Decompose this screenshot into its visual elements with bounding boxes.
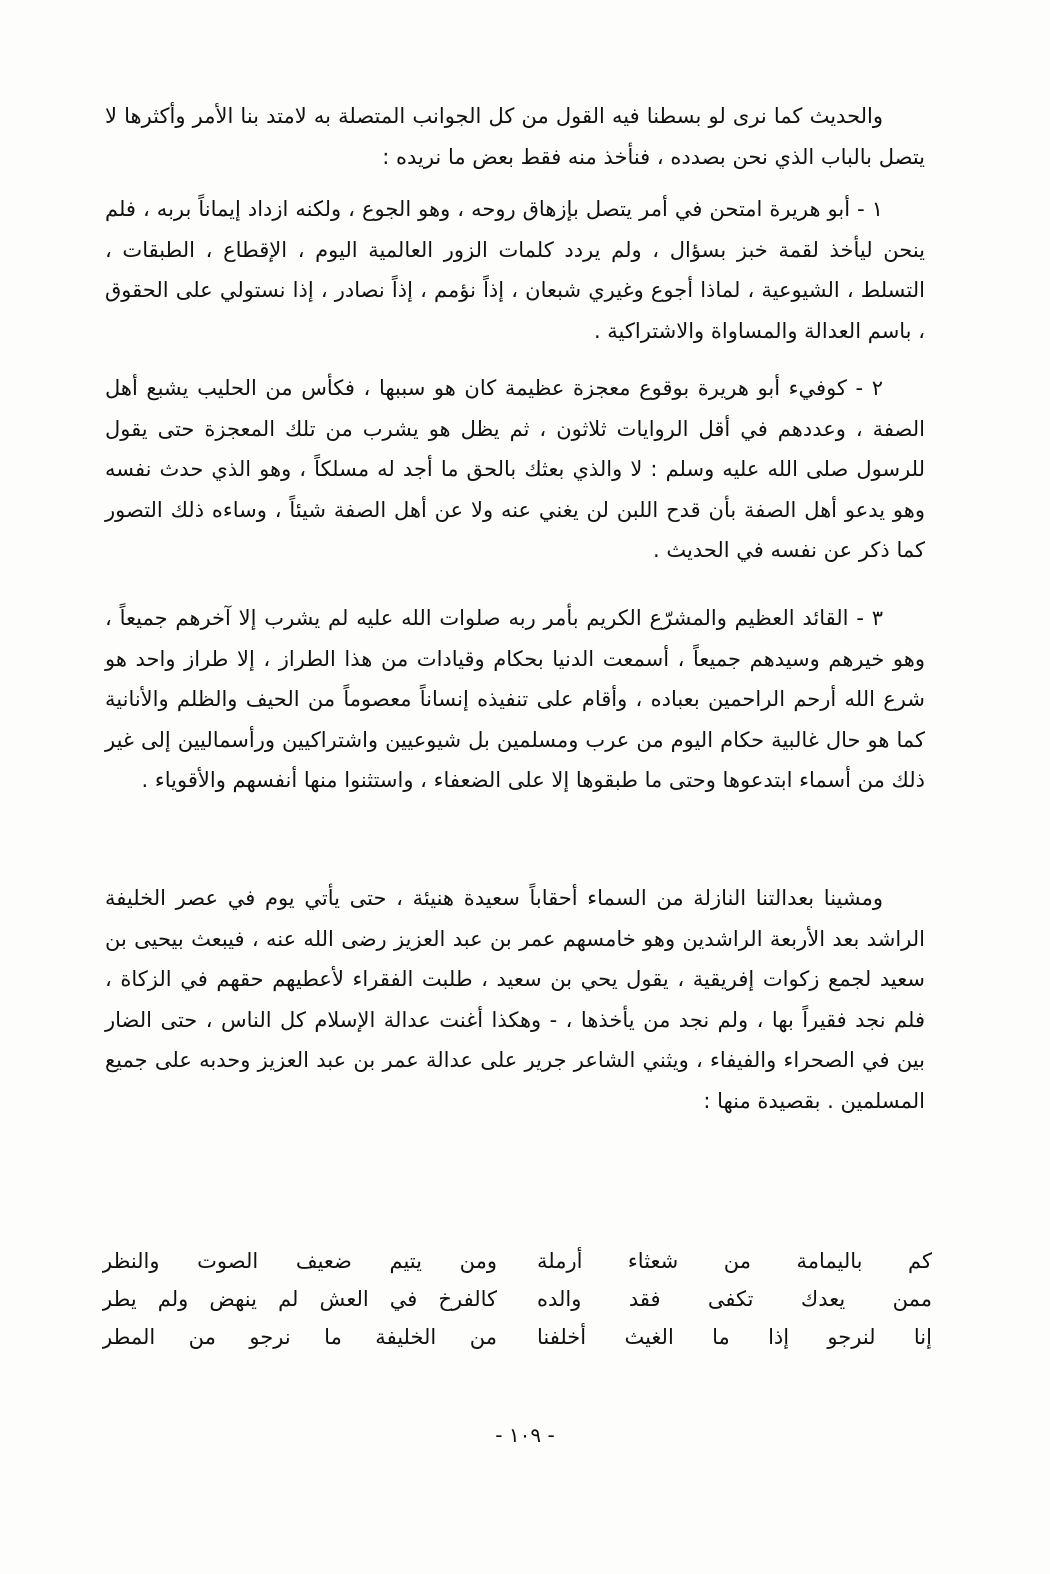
point-two-paragraph: [105, 368, 925, 571]
point-one-text: ١ - أبو هريرة امتحن في أمر يتصل بإزهاق روحه ، وهو الجوع ، ولكنه ازداد إيماناً بربه ، فلم ينحن ليأخذ لقمة خبز بسؤال ، ولم يردد كلمات الزور العالمية اليوم ، الإقطاع ، الطبقات ، التسلط ، الشيوعية ، لماذا أجوع وغيري شبعان ، إذاً نؤمم ، إذاً نصادر ، إذا نستولي على الحقوق ، باسم العدالة والمساواة والاشتراكية .: [105, 197, 925, 343]
poem-first-hemistich: ممن يعدك تكفى فقد والده: [537, 1287, 932, 1311]
closing-paragraph: [105, 878, 925, 1121]
poem-second-hemistich: ومن يتيم ضعيف الصوت والنظر: [102, 1249, 497, 1273]
poem-first-hemistich: كم باليمامة من شعثاء أرملة: [537, 1249, 932, 1273]
poem-verse: [102, 1280, 932, 1318]
page-number: - ١٠٩ -: [495, 1423, 555, 1447]
point-two-text: ٢ - كوفيء أبو هريرة بوقوع معجزة عظيمة كان هو سببها ، فكأس من الحليب يشبع أهل الصفة ، وعددهم في أقل الروايات ثلاثون ، ثم يظل هو يشرب من تلك المعجزة حتى يقول للرسول صلى الله عليه وسلم : لا والذي بعثك بالحق ما أجد له مسلكاً ، وهو الذي حدث نفسه وهو يدعو أهل الصفة بأن قدح اللبن لن يغني عنه ولا عن أهل الصفة شيئاً ، وساءه ذلك التصور كما ذكر عن نفسه في الحديث .: [105, 376, 925, 562]
poem-block: [102, 1242, 932, 1356]
poem-second-hemistich: كالفرخ في العش لم ينهض ولم يطر: [102, 1287, 497, 1311]
point-one-paragraph: [105, 189, 925, 351]
intro-text: والحديث كما نرى لو بسطنا فيه القول من كل الجوانب المتصلة به لامتد بنا الأمر وأكثرها لا يتصل بالباب الذي نحن بصدده ، فنأخذ منه فقط بعض ما نريده :: [105, 104, 925, 169]
closing-text: ومشينا بعدالتنا النازلة من السماء أحقاباً سعيدة هنيئة ، حتى يأتي يوم في عصر الخليفة الراشد بعد الأربعة الراشدين وهو خامسهم عمر بن عبد العزيز رضى الله عنه ، فيبعث بيحيى بن سعيد لجمع زكوات إفريقية ، يقول يحي بن سعيد ، طلبت الفقراء لأعطيهم حقهم في الزكاة ، فلم نجد فقيراً بها ، ولم نجد من يأخذها ، - وهكذا أغنت عدالة الإسلام كل الناس ، حتى الضار بين في الصحراء والفيفاء ، ويثني الشاعر جرير على عدالة عمر بن عبد العزيز وحدبه على جميع المسلمين . بقصيدة منها :: [105, 886, 925, 1113]
point-three-text: ٣ - القائد العظيم والمشرّع الكريم بأمر ربه صلوات الله عليه لم يشرب إلا آخرهم جميعاً ، وهو خيرهم وسيدهم جميعاً ، أسمعت الدنيا بحكام وقيادات من هذا الطراز ، إلا طراز واحد هو شرع الله أرحم الراحمين بعباده ، وأقام على تنفيذه إنساناً معصوماً من الحيف والظلم والأنانية كما هو حال غالبية حكام اليوم من عرب ومسلمين بل شيوعيين واشتراكيين ورأسماليين إلى غير ذلك من أسماء ابتدعوها وحتى ما طبقوها إلا على الضعفاء ، واستثنوا منها أنفسهم والأقوياء .: [105, 606, 925, 792]
poem-verse: [102, 1242, 932, 1280]
point-three-paragraph: [105, 598, 925, 801]
poem-verse: [102, 1318, 932, 1356]
poem-first-hemistich: إنا لنرجو إذا ما الغيث أخلفنا: [537, 1325, 932, 1349]
intro-paragraph: [105, 96, 925, 177]
poem-second-hemistich: من الخليفة ما نرجو من المطر: [102, 1325, 497, 1349]
